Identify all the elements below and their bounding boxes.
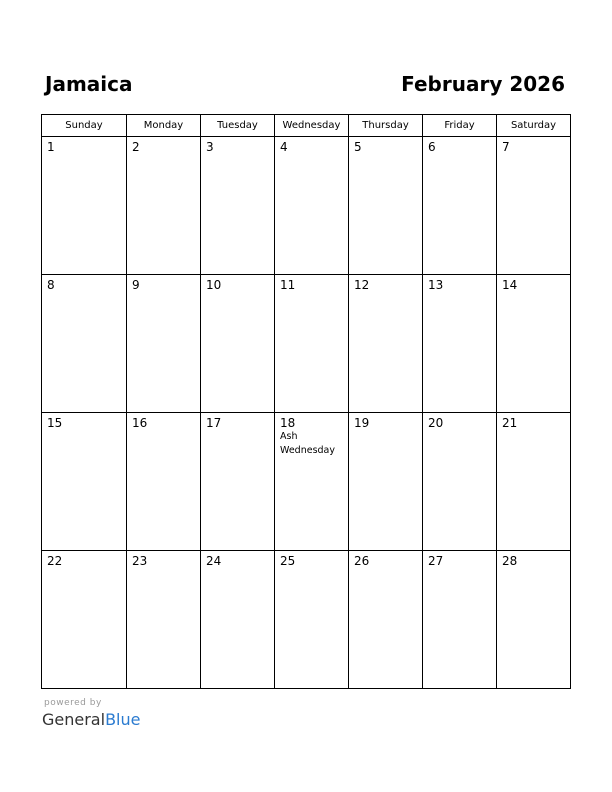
day-cell (423, 137, 497, 275)
day-number: 18 (280, 416, 296, 430)
holiday-label: Ash (280, 431, 298, 442)
weekday-header: Wednesday (275, 115, 349, 137)
week-row (42, 551, 571, 689)
day-cell (349, 275, 423, 413)
brand-blue-text: Blue (105, 710, 141, 729)
day-number: 14 (502, 278, 518, 292)
day-number: 22 (47, 554, 63, 568)
day-number: 28 (502, 554, 518, 568)
week-row (42, 137, 571, 275)
holiday-label: Wednesday (280, 445, 336, 456)
weekday-header-row (42, 115, 571, 137)
day-cell (127, 413, 201, 551)
day-number: 4 (280, 140, 288, 154)
day-number: 25 (280, 554, 296, 568)
day-number: 26 (354, 554, 370, 568)
day-number: 21 (502, 416, 518, 430)
day-cell (42, 551, 127, 689)
brand-general-text: General (42, 710, 106, 729)
day-cell (423, 413, 497, 551)
day-number: 11 (280, 278, 296, 292)
day-cell (127, 551, 201, 689)
day-cell (127, 275, 201, 413)
day-cell (423, 551, 497, 689)
weekday-header: Friday (423, 115, 497, 137)
day-number: 5 (354, 140, 362, 154)
day-number: 8 (47, 278, 55, 292)
day-cell (42, 137, 127, 275)
country-title: Jamaica (45, 72, 133, 96)
weekday-header: Monday (127, 115, 201, 137)
week-row (42, 413, 571, 551)
day-number: 13 (428, 278, 444, 292)
day-number: 16 (132, 416, 148, 430)
day-number: 6 (428, 140, 436, 154)
generalblue-logo (42, 710, 140, 730)
calendar-grid (41, 114, 571, 689)
day-cell (275, 137, 349, 275)
day-cell (497, 137, 571, 275)
day-cell (42, 275, 127, 413)
week-row (42, 275, 571, 413)
day-number: 2 (132, 140, 140, 154)
day-cell (497, 275, 571, 413)
day-cell (423, 275, 497, 413)
day-cell (349, 413, 423, 551)
powered-by-label: powered by (44, 698, 102, 708)
day-number: 17 (206, 416, 222, 430)
day-number: 27 (428, 554, 444, 568)
day-cell (497, 413, 571, 551)
day-number: 15 (47, 416, 63, 430)
day-cell (201, 413, 275, 551)
day-cell (127, 137, 201, 275)
day-number: 19 (354, 416, 370, 430)
day-number: 20 (428, 416, 444, 430)
day-cell (201, 275, 275, 413)
day-cell (275, 551, 349, 689)
month-year-title: February 2026 (401, 72, 565, 96)
weekday-header: Thursday (349, 115, 423, 137)
day-number: 10 (206, 278, 222, 292)
day-number: 7 (502, 140, 510, 154)
day-cell (201, 551, 275, 689)
day-cell (275, 275, 349, 413)
day-number: 3 (206, 140, 214, 154)
day-cell (349, 551, 423, 689)
day-number: 24 (206, 554, 222, 568)
day-cell (349, 137, 423, 275)
day-number: 23 (132, 554, 148, 568)
day-cell (275, 413, 349, 551)
day-number: 1 (47, 140, 55, 154)
weekday-header: Tuesday (201, 115, 275, 137)
day-cell (201, 137, 275, 275)
day-number: 12 (354, 278, 370, 292)
day-number: 9 (132, 278, 140, 292)
day-cell (42, 413, 127, 551)
weekday-header: Sunday (42, 115, 127, 137)
day-cell (497, 551, 571, 689)
weekday-header: Saturday (497, 115, 571, 137)
